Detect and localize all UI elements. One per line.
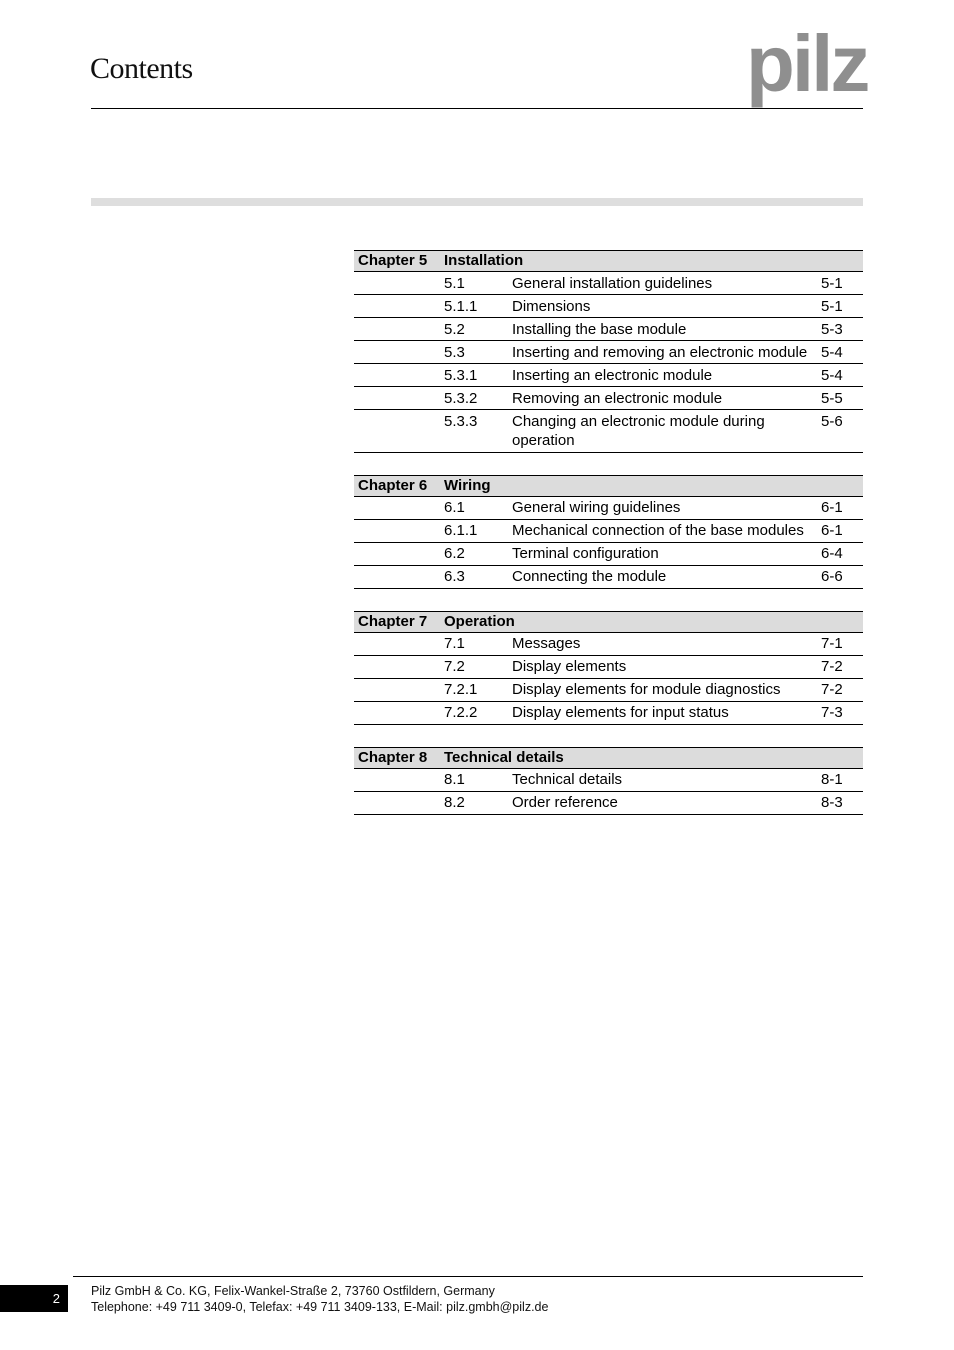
- entry-title: Dimensions: [512, 297, 591, 315]
- chapter-title: Operation: [444, 612, 515, 630]
- chapter-label: Chapter 6: [358, 476, 428, 494]
- toc-entry[interactable]: [354, 497, 863, 520]
- header-divider: [91, 108, 863, 109]
- footer-line-2: Telephone: +49 711 3409-0, Telefax: +49 711 3409-133, E-Mail: pilz.gmbh@pilz.de: [91, 1300, 549, 1314]
- entry-page: 7-3: [821, 704, 843, 721]
- entry-page: 5-5: [821, 389, 843, 407]
- entry-title: Inserting an electronic module: [512, 366, 713, 384]
- entry-page: 5-3: [821, 320, 843, 338]
- chapter-5: [354, 250, 863, 453]
- entry-number: 5.3.2: [444, 389, 478, 407]
- entry-number: 6.1: [444, 499, 465, 516]
- footer-line-1: Pilz GmbH & Co. KG, Felix-Wankel-Straße 2, 73760 Ostfildern, Germany: [91, 1284, 495, 1298]
- entry-page: 6-6: [821, 568, 843, 585]
- chapter-title: Installation: [444, 252, 524, 269]
- chapter-label: Chapter 8: [358, 748, 428, 766]
- entry-number: 8.1: [444, 771, 465, 788]
- entry-number: 7.2: [444, 658, 465, 675]
- toc-entry[interactable]: [354, 341, 863, 364]
- chapter-label: Chapter 5: [358, 252, 428, 269]
- entry-number: 5.1: [444, 274, 465, 292]
- entry-title: General installation guidelines: [512, 274, 713, 292]
- entry-page: 7-2: [821, 658, 843, 675]
- chapter-8: [354, 747, 863, 815]
- entry-number: 7.1: [444, 635, 465, 652]
- toc-entry[interactable]: [354, 566, 863, 589]
- table-of-contents: [354, 250, 863, 837]
- entry-number: 5.1.1: [444, 297, 478, 315]
- entry-title: Technical details: [512, 771, 623, 788]
- entry-number: 6.3: [444, 568, 465, 585]
- entry-page: 5-4: [821, 366, 843, 384]
- toc-entry[interactable]: [354, 792, 863, 815]
- entry-page: 6-4: [821, 545, 843, 562]
- entry-number: 7.2.2: [444, 704, 478, 721]
- chapter-header: [354, 475, 863, 497]
- entry-title: Display elements for module diagnostics: [512, 681, 781, 698]
- entry-number: 5.2: [444, 320, 465, 338]
- toc-entry[interactable]: [354, 656, 863, 679]
- entry-page: 7-1: [821, 635, 843, 652]
- entry-number: 7.2.1: [444, 681, 478, 698]
- entry-page: 5-1: [821, 297, 843, 315]
- entry-number: 5.3.3: [444, 412, 478, 430]
- entry-title: Order reference: [512, 794, 618, 811]
- entry-page: 7-2: [821, 681, 843, 698]
- page-number: 2: [0, 1285, 68, 1312]
- toc-entry[interactable]: [354, 295, 863, 318]
- entry-page: 6-1: [821, 522, 843, 539]
- toc-entry[interactable]: [354, 679, 863, 702]
- toc-entry[interactable]: [354, 272, 863, 295]
- entry-number: 5.3: [444, 343, 465, 361]
- entry-title: Messages: [512, 635, 581, 652]
- toc-entry[interactable]: [354, 702, 863, 725]
- chapter-header: [354, 611, 863, 633]
- toc-entry[interactable]: [354, 543, 863, 566]
- section-band: [91, 198, 863, 206]
- toc-entry[interactable]: [354, 364, 863, 387]
- chapter-title: Technical details: [444, 748, 564, 766]
- entry-page: 6-1: [821, 499, 843, 516]
- chapter-header: [354, 747, 863, 769]
- entry-title: Removing an electronic module: [512, 389, 723, 407]
- entry-page: 8-1: [821, 771, 843, 788]
- entry-title: Mechanical connection of the base modules: [512, 522, 804, 539]
- toc-entry[interactable]: [354, 318, 863, 341]
- pilz-logo: pilz: [746, 19, 868, 108]
- entry-title: Inserting and removing an electronic module: [512, 343, 808, 361]
- entry-number: 6.1.1: [444, 522, 478, 539]
- entry-title: Changing an electronic module during operation: [512, 412, 765, 449]
- entry-page: 5-1: [821, 274, 843, 292]
- entry-page: 5-6: [821, 412, 843, 430]
- footer-divider: [73, 1276, 863, 1277]
- page-title: Contents: [90, 52, 193, 85]
- entry-page: 8-3: [821, 794, 843, 811]
- entry-number: 6.2: [444, 545, 465, 562]
- chapter-label: Chapter 7: [358, 612, 428, 630]
- toc-entry[interactable]: [354, 633, 863, 656]
- toc-entry[interactable]: [354, 769, 863, 792]
- entry-title: Display elements: [512, 658, 627, 675]
- toc-entry[interactable]: [354, 520, 863, 543]
- chapter-title: Wiring: [444, 476, 491, 494]
- chapter-6: [354, 475, 863, 589]
- toc-entry[interactable]: [354, 387, 863, 410]
- chapter-7: [354, 611, 863, 725]
- footer-address: [91, 1283, 548, 1315]
- toc-entry[interactable]: [354, 410, 863, 453]
- entry-title: Installing the base module: [512, 320, 687, 338]
- entry-title: Connecting the module: [512, 568, 667, 585]
- entry-title: Display elements for input status: [512, 704, 729, 721]
- entry-page: 5-4: [821, 343, 843, 361]
- entry-title: Terminal configuration: [512, 545, 659, 562]
- entry-title: General wiring guidelines: [512, 499, 681, 516]
- entry-number: 5.3.1: [444, 366, 478, 384]
- entry-number: 8.2: [444, 794, 465, 811]
- chapter-header: [354, 250, 863, 272]
